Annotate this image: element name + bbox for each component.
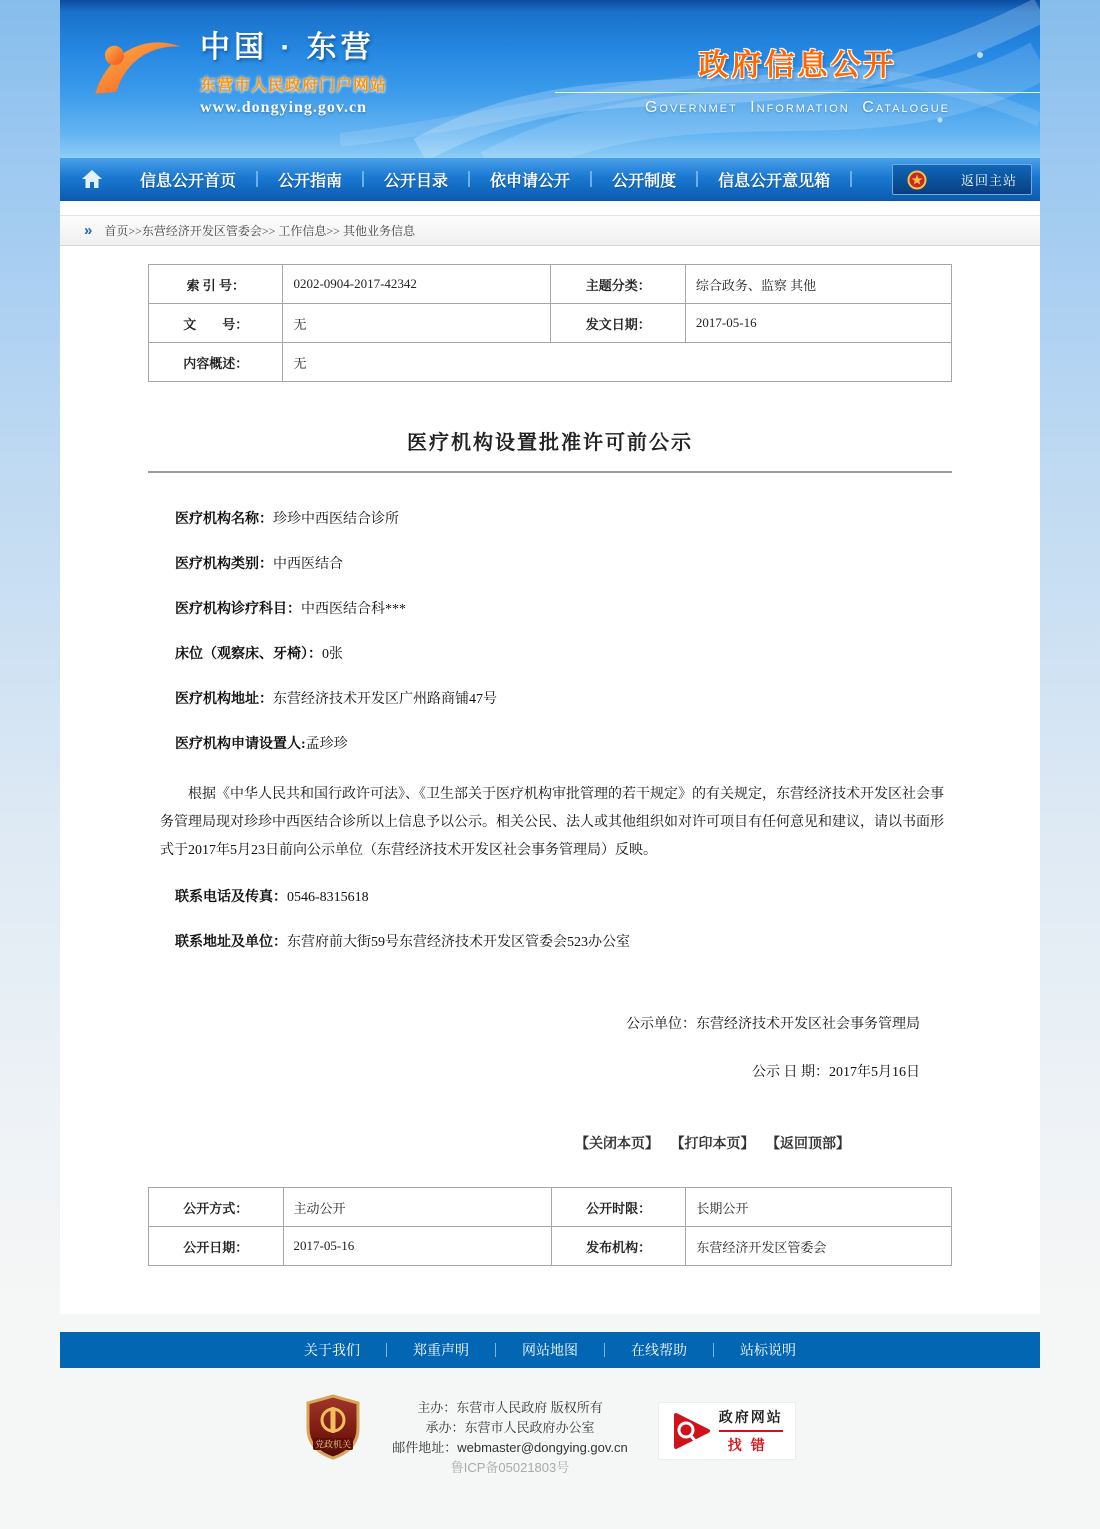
nav-separator xyxy=(468,171,470,187)
document-main xyxy=(60,264,1040,1314)
doc-field-contact-address xyxy=(175,934,950,951)
field-value: 0张 xyxy=(322,647,343,662)
error-logo-line1: 政府网站 xyxy=(719,1407,783,1432)
field-label: 医疗机构申请设置人: xyxy=(175,737,306,752)
pub-label-cell: 公开方式： xyxy=(149,1188,284,1227)
doc-field-address xyxy=(175,691,950,708)
field-label: 医疗机构诊疗科目： xyxy=(175,602,301,617)
meta-label-cell: 发文日期： xyxy=(551,304,685,343)
field-label: 医疗机构名称： xyxy=(175,512,273,527)
nav-item-mailbox[interactable]: 信息公开意见箱 xyxy=(718,172,831,190)
nav-item-guide[interactable]: 公开指南 xyxy=(278,172,343,190)
site-brand[interactable] xyxy=(90,22,387,117)
nav-separator xyxy=(362,171,364,187)
meta-label-cell: 内容概述： xyxy=(149,343,283,382)
publish-date-line: 公示 日 期：2017年5月16日 xyxy=(752,1065,920,1080)
field-value: 东营府前大街59号东营经济技术开发区管委会523办公室 xyxy=(287,935,630,950)
party-gov-badge-icon xyxy=(304,1394,362,1460)
meta-label-cell: 文 号： xyxy=(149,304,283,343)
breadcrumb-bar xyxy=(60,215,1040,246)
nav-separator xyxy=(256,171,258,187)
footer-link-statement[interactable]: 郑重声明 xyxy=(413,1342,469,1358)
doc-paragraph: 根据《中华人民共和国行政许可法》、《卫生部关于医疗机构审批管理的若干规定》的有关规定，东营经济技术开发区社会事务管理局现对珍珍中西医结合诊所以上信息予以公示。相关公民、法人或其他组织如对许可项目有任何意见和建议，请以书面形式于2017年5月23日前向公示单位（东营经济技术开发区社会事务管理局）反映。 xyxy=(160,787,944,858)
doc-field-beds xyxy=(175,646,950,663)
footer-line-icp: 鲁ICP备05021803号 xyxy=(450,1460,570,1475)
error-logo-line2: 找错 xyxy=(727,1437,774,1453)
meta-value-cell: 0202-0904-2017-42342 xyxy=(283,265,551,304)
breadcrumb-arrows-icon: » xyxy=(84,222,93,239)
footer-link-about[interactable]: 关于我们 xyxy=(304,1342,360,1358)
doc-field-phone xyxy=(175,889,950,906)
footer-lines xyxy=(392,1394,628,1478)
field-value: 珍珍中西医结合诊所 xyxy=(273,512,399,527)
return-main-site-button[interactable] xyxy=(892,164,1032,195)
field-label: 联系地址及单位： xyxy=(175,935,287,950)
pub-value-cell: 2017-05-16 xyxy=(283,1227,551,1266)
footer-info xyxy=(0,1394,1100,1478)
national-emblem-icon xyxy=(907,170,927,190)
pub-label-cell: 公开日期： xyxy=(149,1227,284,1266)
meta-label-cell: 主题分类： xyxy=(551,265,685,304)
field-label: 医疗机构地址： xyxy=(175,692,273,707)
footer-line-host: 主办：东营市人民政府 版权所有 xyxy=(417,1400,603,1415)
field-value: 东营经济技术开发区广州路商铺47号 xyxy=(273,692,497,707)
gov-info-title: 政府信息公开 xyxy=(698,49,897,82)
nav-separator xyxy=(590,171,592,187)
nav-item-apply[interactable]: 依申请公开 xyxy=(490,172,571,190)
doc-field-org-type xyxy=(175,556,950,573)
nav-item-system[interactable]: 公开制度 xyxy=(612,172,677,190)
nav-item-info-home[interactable]: 信息公开首页 xyxy=(140,172,237,190)
banner-right xyxy=(555,40,1040,117)
field-label: 床位（观察床、牙椅）： xyxy=(175,647,322,662)
footer-line-email: 邮件地址：webmaster@dongying.gov.cn xyxy=(392,1440,628,1455)
site-subtitle: 东营市人民政府门户网站 xyxy=(200,77,388,94)
print-page-link[interactable]: 【打印本页】 xyxy=(670,1137,755,1152)
banner-divider xyxy=(555,92,1040,93)
main-nav xyxy=(60,158,1040,201)
field-label: 联系电话及传真： xyxy=(175,890,287,905)
gov-info-subtitle: Governmet Information Catalogue xyxy=(644,99,951,116)
spacer xyxy=(60,201,1040,215)
footer-link-sitemap[interactable]: 网站地图 xyxy=(522,1342,578,1358)
footer-line-undertaker: 承办：东营市人民政府办公室 xyxy=(425,1420,595,1435)
table-row xyxy=(149,343,952,382)
table-row xyxy=(149,265,952,304)
site-banner xyxy=(60,0,1040,158)
meta-table xyxy=(148,264,952,382)
field-label: 医疗机构类别： xyxy=(175,557,273,572)
pub-value-cell: 主动公开 xyxy=(283,1188,551,1227)
document-body xyxy=(60,473,1040,1153)
meta-value-cell: 2017-05-16 xyxy=(685,304,951,343)
footer-link-help[interactable]: 在线帮助 xyxy=(631,1342,687,1358)
spacer xyxy=(0,1314,1100,1332)
meta-value-cell: 无 xyxy=(283,304,551,343)
dongying-logo-icon xyxy=(90,22,186,108)
gov-site-error-report-logo[interactable] xyxy=(658,1402,796,1460)
footer-link-logo-desc[interactable]: 站标说明 xyxy=(740,1342,796,1358)
field-value: 0546-8315618 xyxy=(287,890,369,905)
nav-item-catalogue[interactable]: 公开目录 xyxy=(384,172,449,190)
page-title: 医疗机构设置批准许可前公示 xyxy=(407,432,693,454)
field-value: 中西医结合科*** xyxy=(301,602,406,617)
return-main-site-label: 返回主站 xyxy=(961,173,1018,188)
doc-field-org-name xyxy=(175,511,950,528)
site-url: www.dongying.gov.cn xyxy=(200,99,368,116)
footer-nav-bar xyxy=(60,1332,1040,1368)
table-row xyxy=(149,1188,952,1227)
close-page-link[interactable]: 【关闭本页】 xyxy=(575,1137,659,1152)
pub-value-cell: 东营经济开发区管委会 xyxy=(686,1227,952,1266)
doc-field-applicant xyxy=(175,736,950,753)
breadcrumb[interactable]: 首页>>东营经济开发区管委会>> 工作信息>> 其他业务信息 xyxy=(104,224,415,238)
nav-separator xyxy=(696,171,698,187)
publication-table xyxy=(148,1187,952,1266)
field-value: 孟珍珍 xyxy=(305,737,348,752)
badge-label: 党政机关 xyxy=(315,1439,352,1450)
meta-label-cell: 索 引 号： xyxy=(149,265,283,304)
pub-label-cell: 公开时限： xyxy=(551,1188,686,1227)
nav-separator xyxy=(850,171,852,187)
pub-label-cell: 发布机构： xyxy=(551,1227,686,1266)
page-column xyxy=(60,0,1040,1314)
home-icon[interactable] xyxy=(82,170,102,188)
meta-value-cell: 综合政务、监察 其他 xyxy=(685,265,951,304)
site-name: 中国 · 东营 xyxy=(200,31,375,64)
error-finder-magnifier-icon xyxy=(671,1411,711,1451)
publisher-line: 公示单位：东营经济技术开发区社会事务管理局 xyxy=(626,1017,920,1032)
page-actions xyxy=(160,1133,950,1153)
doc-field-subjects xyxy=(175,601,950,618)
table-row xyxy=(149,304,952,343)
field-value: 中西医结合 xyxy=(273,557,343,572)
back-to-top-link[interactable]: 【返回顶部】 xyxy=(766,1137,850,1152)
table-row xyxy=(149,1227,952,1266)
meta-value-cell: 无 xyxy=(283,343,952,382)
pub-value-cell: 长期公开 xyxy=(686,1188,952,1227)
content-area xyxy=(60,201,1040,1314)
